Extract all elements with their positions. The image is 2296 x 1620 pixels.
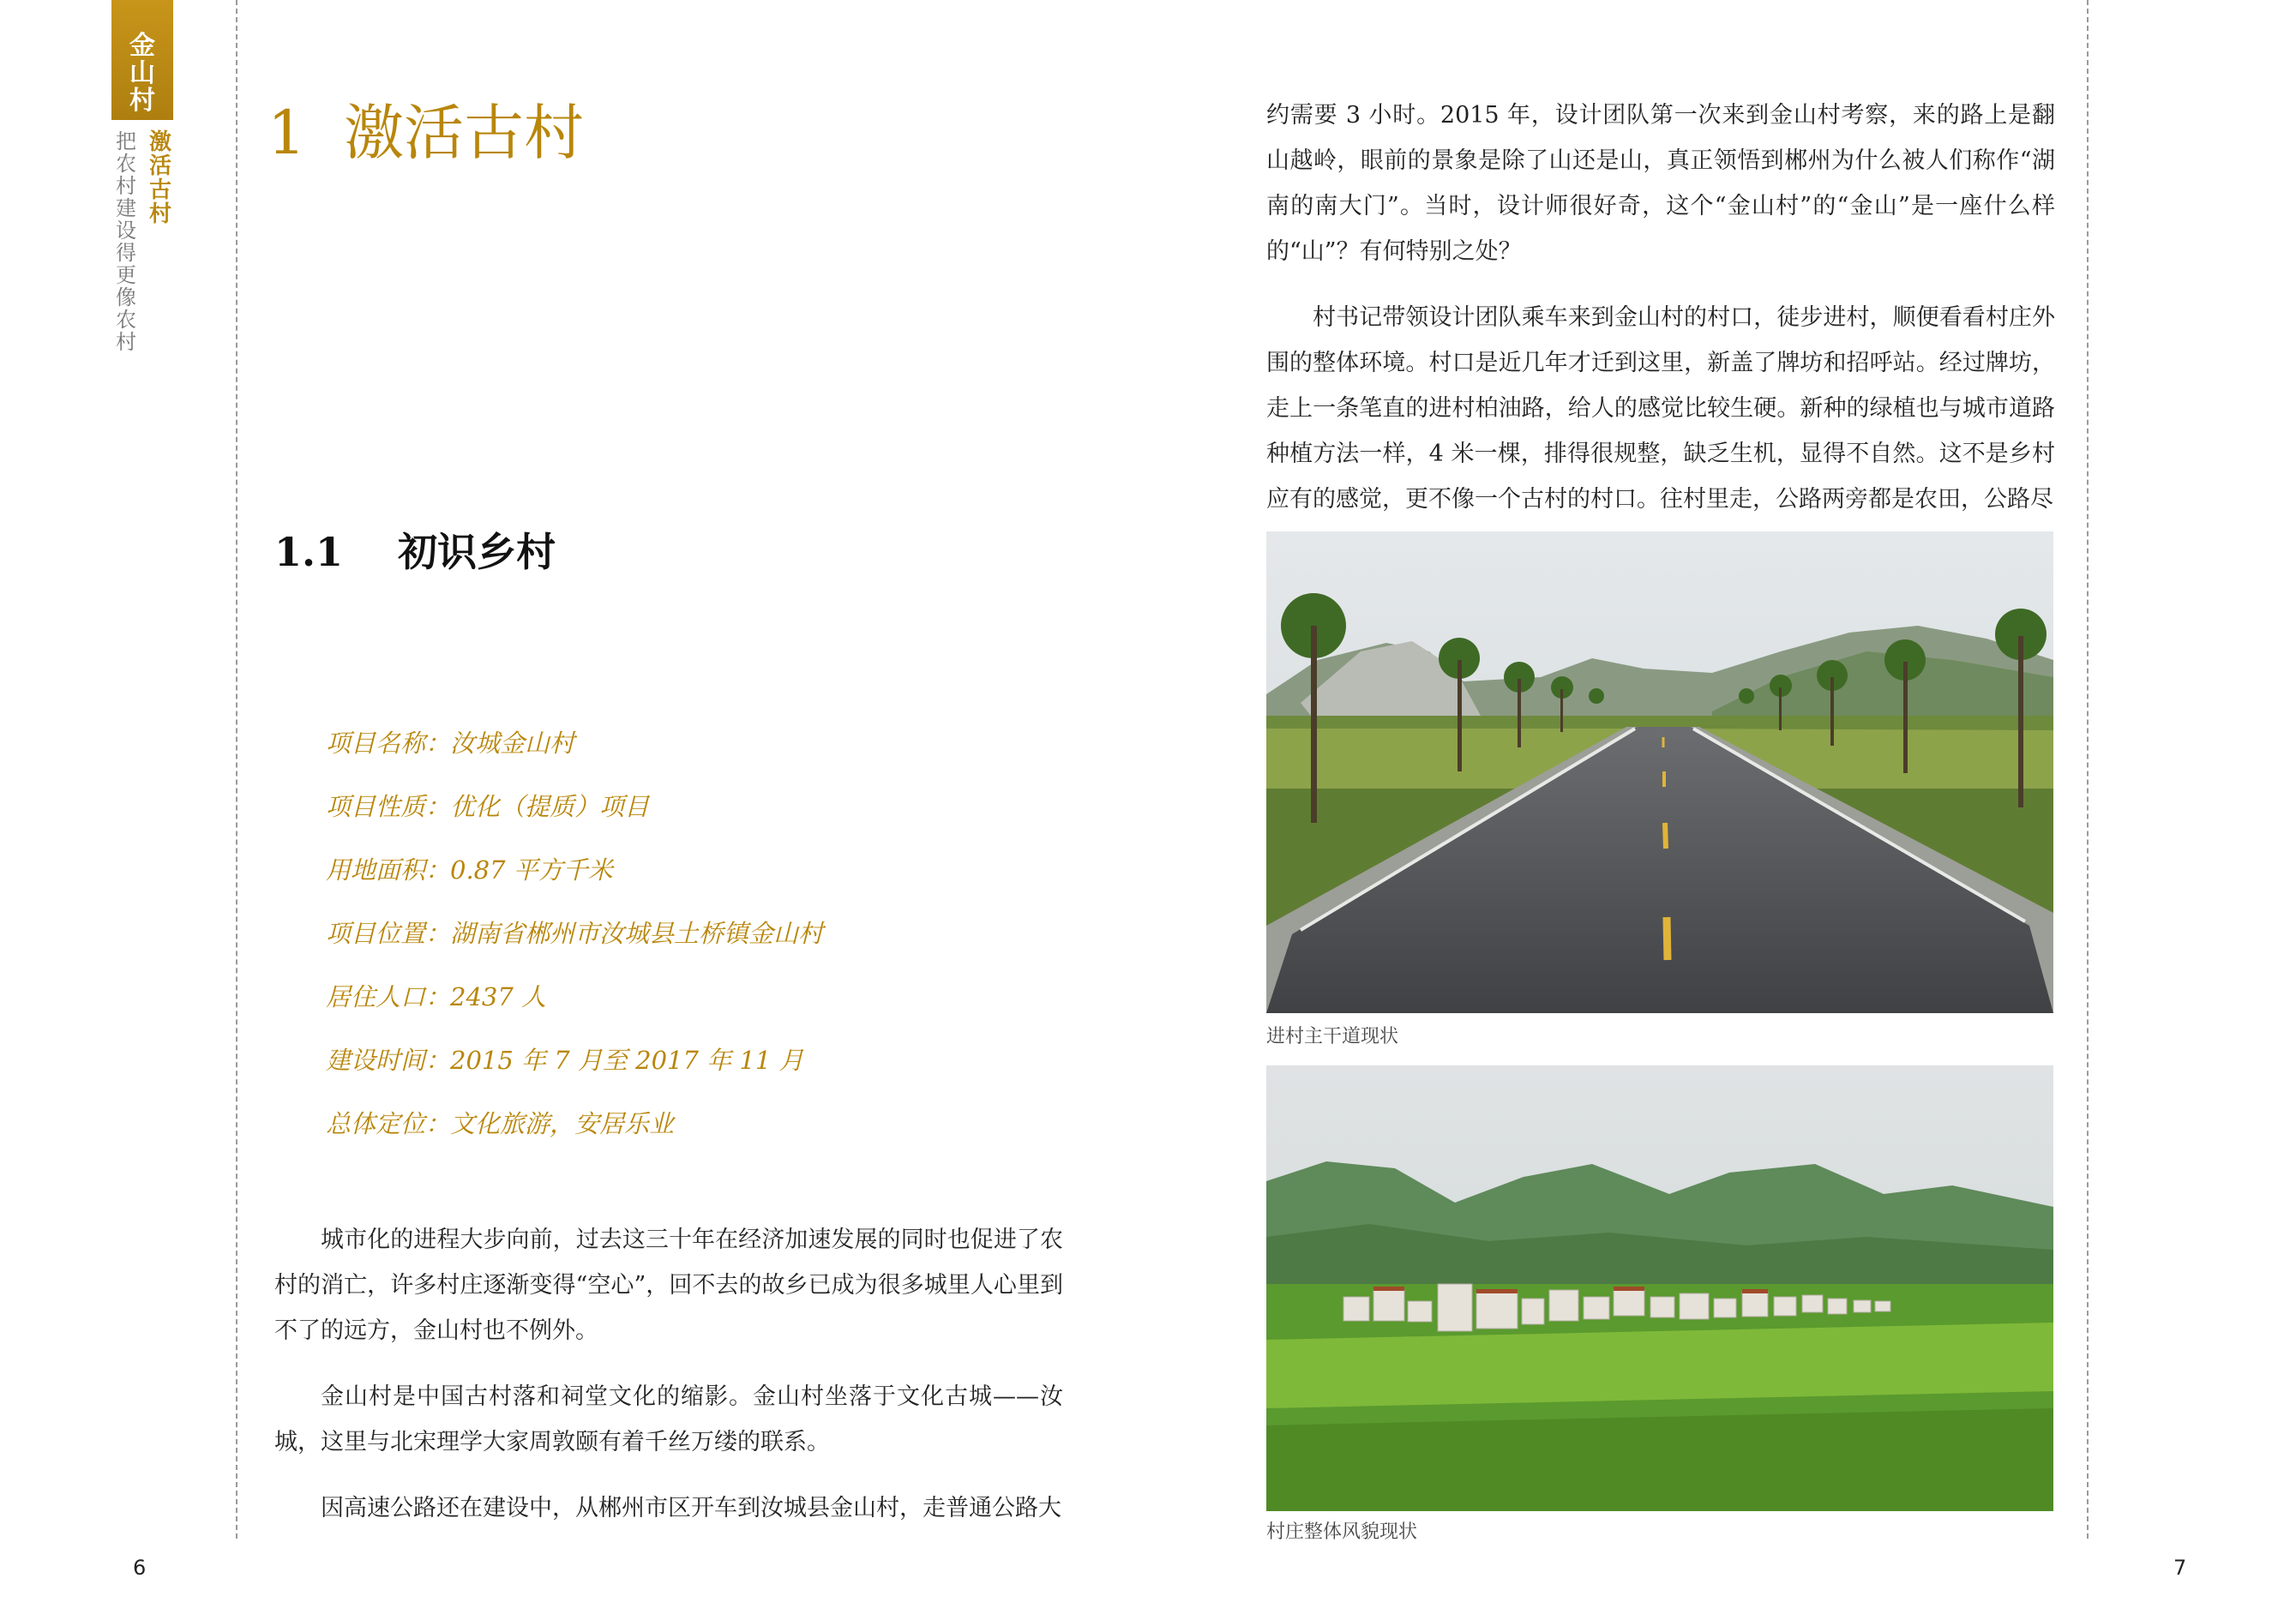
section-heading xyxy=(274,521,556,578)
section-number: 1.1 xyxy=(274,529,344,575)
info-project-nature: 项目性质：优化（提质）项目 xyxy=(326,792,650,821)
chapter-tab-label: 金山村 xyxy=(129,31,155,116)
village-photo-caption: 村庄整体风貌现状 xyxy=(1266,1521,1418,1543)
page-number-left: 6 xyxy=(133,1556,147,1580)
paragraph: 约需要 3 小时。2015 年，设计团队第一次来到金山村考察，来的路上是翻山越岭，眼前的景象是除了山还是山，真正领悟到郴州为什么被人们称作“湖南的南大门”。当时，设计师很好奇，这个“金山村”的“金山”是一座什么样的“山”？有何特别之处？ xyxy=(1266,102,2055,265)
road-photo xyxy=(1266,531,2053,1013)
village-photo-illustration xyxy=(1266,1065,2053,1511)
right-body-text xyxy=(1266,93,2055,543)
paragraph: 因高速公路还在建设中，从郴州市区开车到汝城县金山村，走普通公路大 xyxy=(321,1495,1061,1521)
paragraph: 金山村是中国古村落和祠堂文化的缩影。金山村坐落于文化古城——汝城，这里与北宋理学大家周敦颐有着千丝万缕的联系。 xyxy=(274,1383,1063,1455)
chapter-heading xyxy=(267,94,584,171)
info-project-name: 项目名称：汝城金山村 xyxy=(326,729,575,758)
page-number-right: 7 xyxy=(2173,1556,2187,1580)
info-land-area: 用地面积：0.87 平方千米 xyxy=(326,855,613,885)
road-photo-caption: 进村主干道现状 xyxy=(1266,1026,1399,1047)
section-title: 初识乡村 xyxy=(398,529,556,575)
right-page-margin-line xyxy=(2087,0,2089,1539)
project-info-list xyxy=(326,711,1097,1155)
left-body-text xyxy=(274,1217,1063,1551)
paragraph: 城市化的进程大步向前，过去这三十年在经济加速发展的同时也促进了农村的消亡，许多村庄逐渐变得“空心”，回不去的故乡已成为很多城里人心里到不了的远方，金山村也不例外。 xyxy=(274,1227,1063,1344)
village-photo xyxy=(1266,1065,2053,1511)
road-photo-illustration xyxy=(1266,531,2053,1013)
chapter-number: 1 xyxy=(267,98,306,168)
book-subtitle-vertical: 把农村建设得更像农村 xyxy=(116,129,136,354)
info-population: 居住人口：2437 人 xyxy=(326,982,547,1011)
chapter-title-vertical: 激活古村 xyxy=(148,129,171,227)
info-positioning: 总体定位：文化旅游，安居乐业 xyxy=(326,1109,675,1138)
left-page-margin-line xyxy=(236,0,237,1539)
paragraph: 村书记带领设计团队乘车来到金山村的村口，徒步进村，顺便看看村庄外围的整体环境。村口是近几年才迁到这里，新盖了牌坊和招呼站。经过牌坊，走上一条笔直的进村柏油路，给人的感觉比较生硬。新种的绿植也与城市道路种植方法一样，4 米一棵，排得很规整，缺乏生机，显得不自然。这不是乡村应有的感觉，更不像一个古村的村口。往村里走，公路两旁都是农田，公路尽 xyxy=(1266,304,2055,513)
chapter-title: 激活古村 xyxy=(344,98,585,168)
info-location: 项目位置：湖南省郴州市汝城县土桥镇金山村 xyxy=(326,919,824,948)
info-construction-period: 建设时间：2015 年 7 月至 2017 年 11 月 xyxy=(326,1046,804,1075)
